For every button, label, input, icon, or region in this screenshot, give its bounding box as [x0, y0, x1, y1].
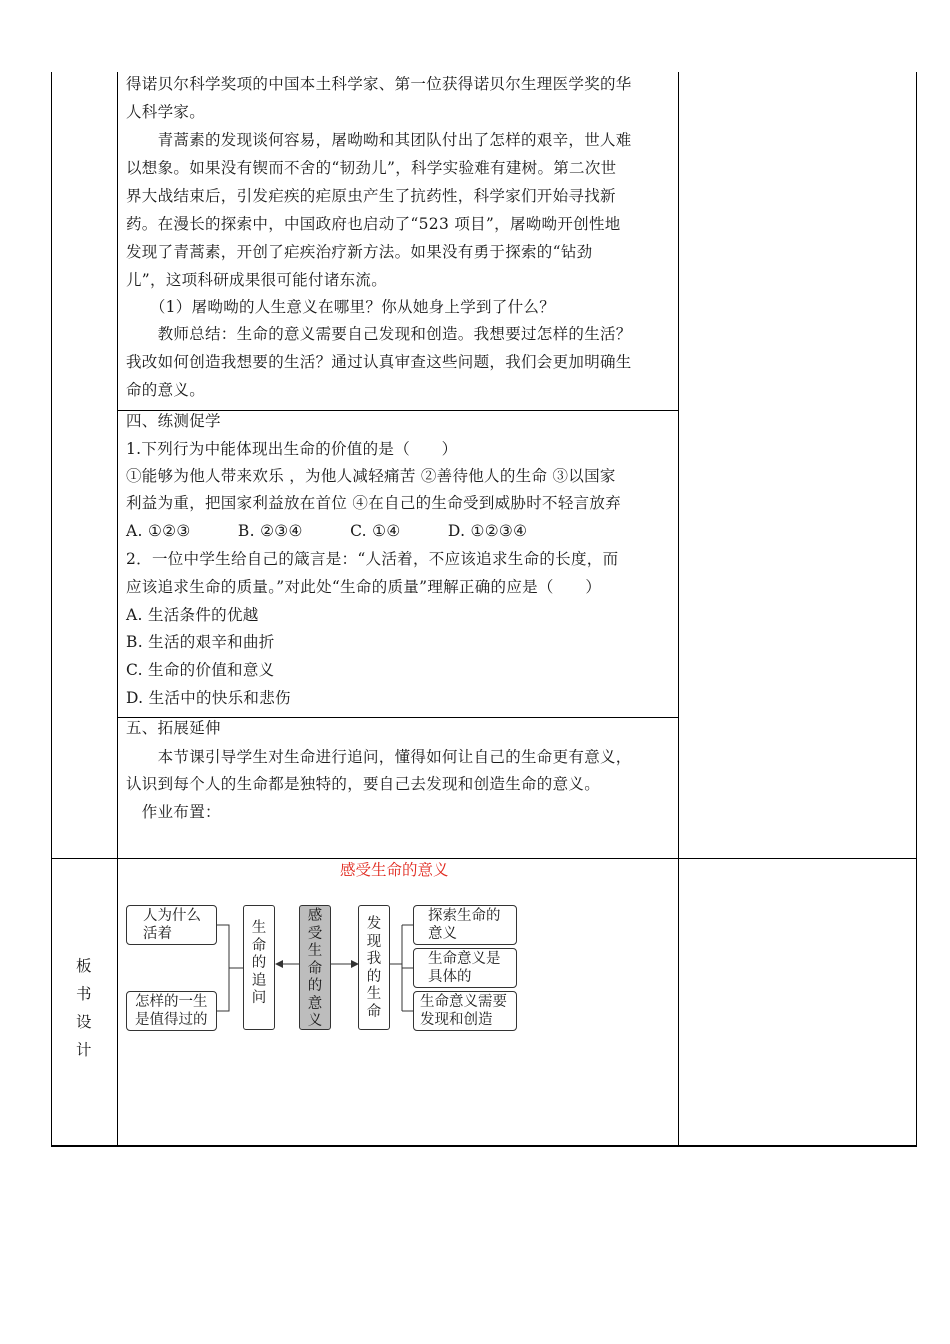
table-row-divider-3: [51, 858, 917, 859]
table-col1-border: [117, 72, 118, 1147]
board-label-char: 板: [76, 957, 92, 975]
answer-option: A. 生活条件的优越: [126, 606, 259, 624]
box-text: 活着: [143, 926, 172, 942]
table-right-border: [916, 72, 917, 1147]
board-box-discover-create: [413, 991, 517, 1031]
board-label-char: 计: [76, 1041, 92, 1059]
board-box-meaning-concrete: [413, 948, 517, 988]
answer-option: D. 生活中的快乐和悲伤: [126, 689, 291, 707]
table-bottom-border: [51, 1145, 917, 1147]
board-box-worthy-life: [126, 991, 217, 1031]
box-text: 生命意义是: [428, 951, 501, 967]
board-node-questioning-life: 生 命 的 追 问: [243, 905, 275, 1030]
text-line: 认识到每个人的生命都是独特的，要自己去发现和创造生命的意义。: [126, 775, 601, 793]
board-node-center-topic: 感 受 生 命 的 意 义: [299, 905, 331, 1030]
box-text: 探索生命的: [428, 908, 501, 924]
text-line: 本节课引导学生对生命进行追问，懂得如何让自己的生命更有意义，: [126, 748, 632, 766]
text-line: 药。在漫长的探索中，中国政府也启动了“523 项目”，屠呦呦开创性地: [126, 215, 621, 233]
text-line: 人科学家。: [126, 103, 206, 121]
section5-heading: 五、拓展延伸: [126, 719, 221, 737]
text-line: 我改如何创造我想要的生活？通过认真审查这些问题，我们会更加明确生: [126, 353, 632, 371]
question-line: 1.下列行为中能体现出生命的价值的是（ ）: [126, 440, 458, 458]
board-title: 感受生命的意义: [340, 861, 449, 879]
box-text: 人为什么: [143, 908, 201, 924]
table-left-border: [51, 72, 52, 1147]
text-line: 教师总结：生命的意义需要自己发现和创造。我想要过怎样的生活？: [126, 325, 632, 343]
text-line: 命的意义。: [126, 381, 206, 399]
homework-label: 作业布置：: [126, 803, 221, 821]
box-text: 意义: [428, 926, 457, 942]
box-text: 怎样的一生: [135, 994, 208, 1010]
text-line: 利益为重，把国家利益放在首位 ④在自己的生命受到威胁时不轻言放弃: [126, 494, 622, 512]
text-line: 应该追求生命的质量。”对此处“生命的质量”理解正确的应是（ ）: [126, 578, 602, 596]
board-node-discover-life: 发 现 我 的 生 命: [358, 905, 390, 1030]
text-line: ①能够为他人带来欢乐 ，为他人减轻痛苦 ②善待他人的生命 ③以国家: [126, 467, 616, 485]
answer-option: C. 生命的价值和意义: [126, 661, 275, 679]
answer-option: B. 生活的艰辛和曲折: [126, 633, 275, 651]
text-line: 儿”，这项科研成果很可能付诸东流。: [126, 271, 388, 289]
table-col2-border: [678, 72, 679, 1147]
board-box-why-live: [126, 905, 217, 945]
section4-heading: 四、练测促学: [126, 412, 221, 430]
text-line: 得诺贝尔科学奖项的中国本土科学家、第一位获得诺贝尔生理医学奖的华: [126, 75, 632, 93]
answer-options: A. ①②③ B. ②③④ C. ①④ D. ①②③④: [126, 522, 528, 540]
text-line: 以想象。如果没有锲而不舍的“韧劲儿”，科学实验难有建树。第二次世: [126, 159, 617, 177]
box-text: 生命意义需要: [420, 994, 507, 1010]
question-line: 2．一位中学生给自己的箴言是：“人活着，不应该追求生命的长度，而: [126, 550, 619, 568]
box-text: 具体的: [428, 969, 472, 985]
text-line: 青蒿素的发现谈何容易，屠呦呦和其团队付出了怎样的艰辛，世人难: [126, 131, 632, 149]
box-text: 发现和创造: [420, 1012, 493, 1028]
question-line: （1）屠呦呦的人生意义在哪里？你从她身上学到了什么？: [126, 298, 556, 316]
board-label-char: 书: [76, 985, 92, 1003]
box-text: 是值得过的: [135, 1012, 208, 1028]
board-label-char: 设: [76, 1013, 92, 1031]
text-line: 界大战结束后，引发疟疾的疟原虫产生了抗药性，科学家们开始寻找新: [126, 187, 616, 205]
board-box-explore-meaning: [413, 905, 517, 945]
text-line: 发现了青蒿素，开创了疟疾治疗新方法。如果没有勇于探索的“钻劲: [126, 243, 593, 261]
